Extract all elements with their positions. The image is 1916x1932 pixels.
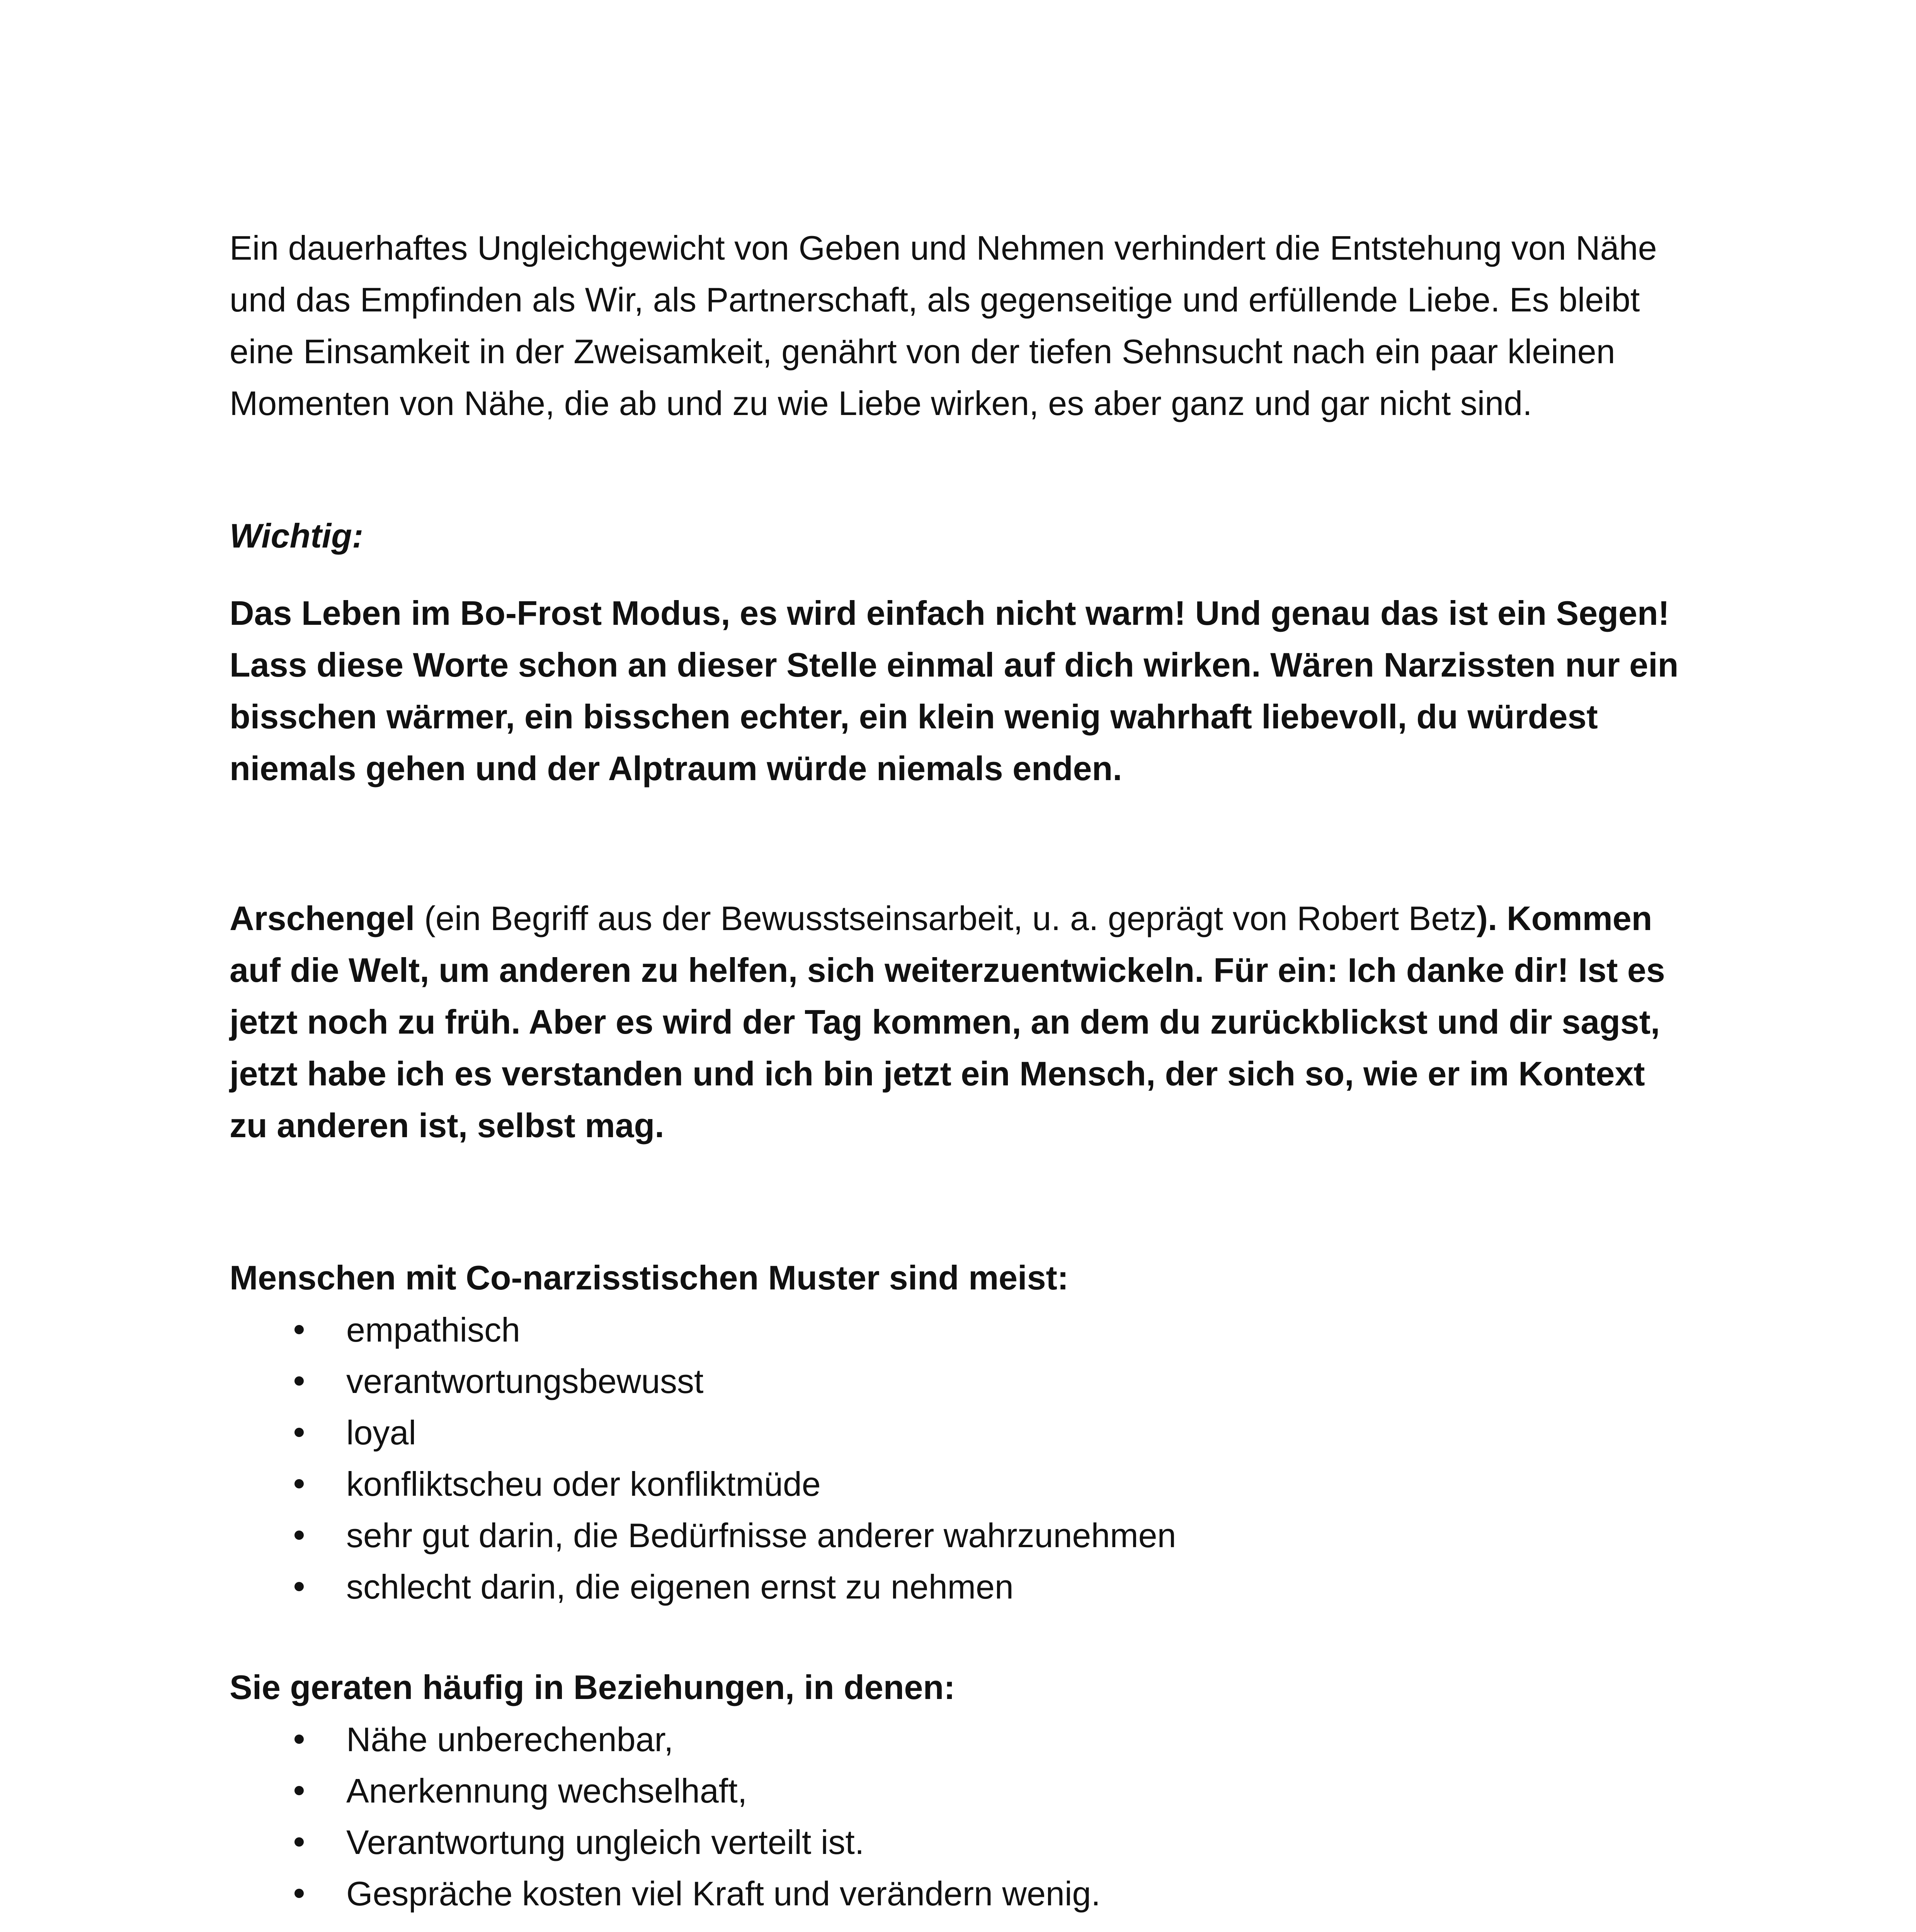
relationships-list [230, 1714, 1621, 1919]
list-item: verantwortungsbewusst [230, 1355, 1621, 1407]
list-item: loyal [230, 1407, 1621, 1458]
bullet-icon [294, 1786, 304, 1795]
bullet-icon [294, 1376, 304, 1386]
list-item: Gespräche kosten viel Kraft und verändern wenig. [230, 1868, 1621, 1919]
traits-list [230, 1304, 1621, 1612]
arschengel-term: Arschengel [230, 899, 415, 937]
list-item: Verantwortung ungleich verteilt ist. [230, 1816, 1621, 1868]
list-item: Nähe unberechenbar, [230, 1714, 1621, 1765]
list-item: konfliktscheu oder konfliktmüde [230, 1458, 1621, 1510]
list-item: empathisch [230, 1304, 1621, 1355]
bullet-icon [294, 1735, 304, 1744]
bullet-icon [294, 1889, 304, 1898]
list-item: sehr gut darin, die Bedürfnisse anderer wahrzunehmen [230, 1510, 1621, 1561]
arschengel-note: (ein Begriff aus der Bewusstseinsarbeit, u. a. geprägt von Robert Betz [415, 899, 1477, 937]
bullet-icon [294, 1428, 304, 1437]
list-item: schlecht darin, die eigenen ernst zu nehmen [230, 1561, 1621, 1612]
list-heading: Sie geraten häufig in Beziehungen, in denen: [230, 1668, 955, 1706]
list-item: Anerkennung wechselhaft, [230, 1765, 1621, 1816]
wichtig-label: Wichtig: [230, 517, 364, 555]
bullet-icon [294, 1479, 304, 1488]
arschengel-paragraph [230, 893, 1690, 1151]
intro-paragraph: Ein dauerhaftes Ungleichgewicht von Geben und Nehmen verhindert die Entstehung von Nähe und das Empfinden als Wir, als Partnerschaft, als gegenseitige und erfüllende Liebe. Es bleibt eine Einsamkeit in der Zweisamkeit, genährt von der tiefen Sehnsucht nach ein paar kleinen Momenten von Nähe, die ab und zu wie Liebe wirken, es aber ganz und gar nicht sind. [230, 229, 1657, 422]
bullet-icon [294, 1582, 304, 1591]
bo-frost-paragraph: Das Leben im Bo-Frost Modus, es wird einfach nicht warm! Und genau das ist ein Segen! Lass diese Worte schon an dieser Stelle einmal auf dich wirken. Wären Narzissten nur ein bisschen wärmer, ein bisschen echter, ein klein wenig wahrhaft liebevoll, du würdest niemals gehen und der Alptraum würde niemals enden. [230, 594, 1679, 787]
bullet-icon [294, 1531, 304, 1540]
bullet-icon [294, 1325, 304, 1334]
arschengel-rest: ). Kommen auf die Welt, um anderen zu helfen, sich weiterzuentwickeln. Für ein: Ich danke dir! Ist es jetzt noch zu früh. Aber es wird der Tag kommen, an dem du zurückblickst und dir sagst, jetzt habe ich es verstanden und ich bin jetzt ein Mensch, der sich so, wie er im Kontext zu anderen ist, selbst mag. [230, 899, 1665, 1145]
list-heading: Menschen mit Co-narzisstischen Muster sind meist: [230, 1259, 1069, 1297]
bullet-icon [294, 1837, 304, 1847]
